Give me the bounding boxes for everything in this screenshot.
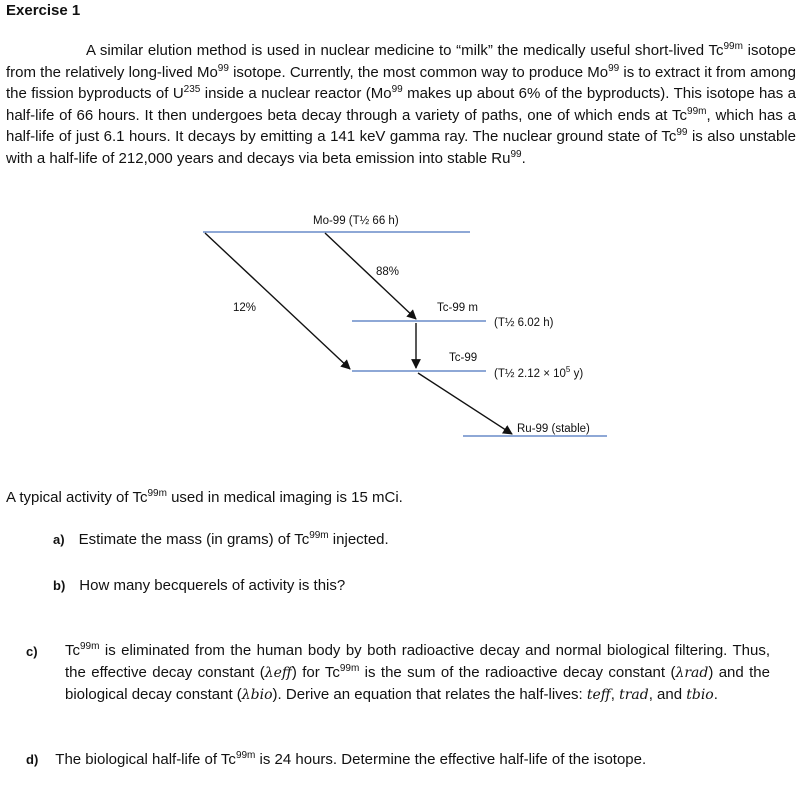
tc99m-label: Tc-99 m: [437, 302, 478, 314]
question-d-marker: d): [26, 752, 39, 767]
intro-paragraph: A similar elution method is used in nuclear medicine to “milk” the medically useful short-lived $Tc^{99m}$ isotope from the relatively long-lived Mo$^{99}$ isotope. Currently, the most common way to produce Mo$^{99}$ is to extract it from among the fission byproducts of $U^{235}$ inside a nuclear reactor (Mo$^{99}$ makes up about 6% of the byproducts). This isotope has a half-life of 66 hours. It then undergoes beta decay through a variety of paths, one of which ends at $Tc^{99m}$, which has a half-life of just 6.1 hours. It decays by emitting a 141 keV gamma ray. The nuclear ground state of Tc$^{99}$ is also unstable with a half-life of 212,000 years and decays via beta emission into stable Ru$^{99}$.: [6, 41, 797, 167]
tc99-halflife-label: (T½ $2.12 \times 10^5$ y): [494, 365, 584, 380]
question-c-marker: c): [26, 644, 38, 659]
tc99m-halflife-label: (T½ 6.02 h): [494, 317, 554, 329]
question-d: d) The biological half-life of $Tc^{99m}$ is 24 hours. Determine the effective half-life of the isotope.: [26, 750, 647, 768]
activity-statement: A typical activity of $Tc^{99m}$ used in medical imaging is 15 mCi.: [6, 488, 403, 506]
question-c: c) $Tc^{99m}$ is eliminated from the human body by both radioactive decay and normal biological filtering. Thus, the effective decay constant (λeff) for $Tc^{99m}$ is the sum of the radioactive decay constant (λrad) and the biological decay constant (λbio). Derive an equation that relates the half-lives: teff, trad, and tbio.: [26, 641, 770, 703]
exercise-title: Exercise 1: [6, 2, 81, 19]
question-b: b) How many becquerels of activity is this?: [53, 577, 346, 594]
arrow-tc99-to-ru99: [418, 373, 512, 434]
branch-88-label: 88%: [376, 266, 400, 278]
question-a: a) Estimate the mass (in grams) of $Tc^{99m}$ injected.: [53, 530, 389, 548]
arrow-mo99-to-tc99: [205, 233, 350, 369]
ru99-label: Ru-99 (stable): [517, 423, 590, 435]
branch-12-label: 12%: [233, 302, 257, 314]
arrow-mo99-to-tc99m: [325, 233, 416, 319]
question-a-marker: a): [53, 532, 65, 547]
mo99-label: Mo-99 (T½ 66 h): [313, 215, 399, 227]
question-b-marker: b): [53, 578, 66, 593]
tc99-label: Tc-99: [449, 352, 478, 364]
